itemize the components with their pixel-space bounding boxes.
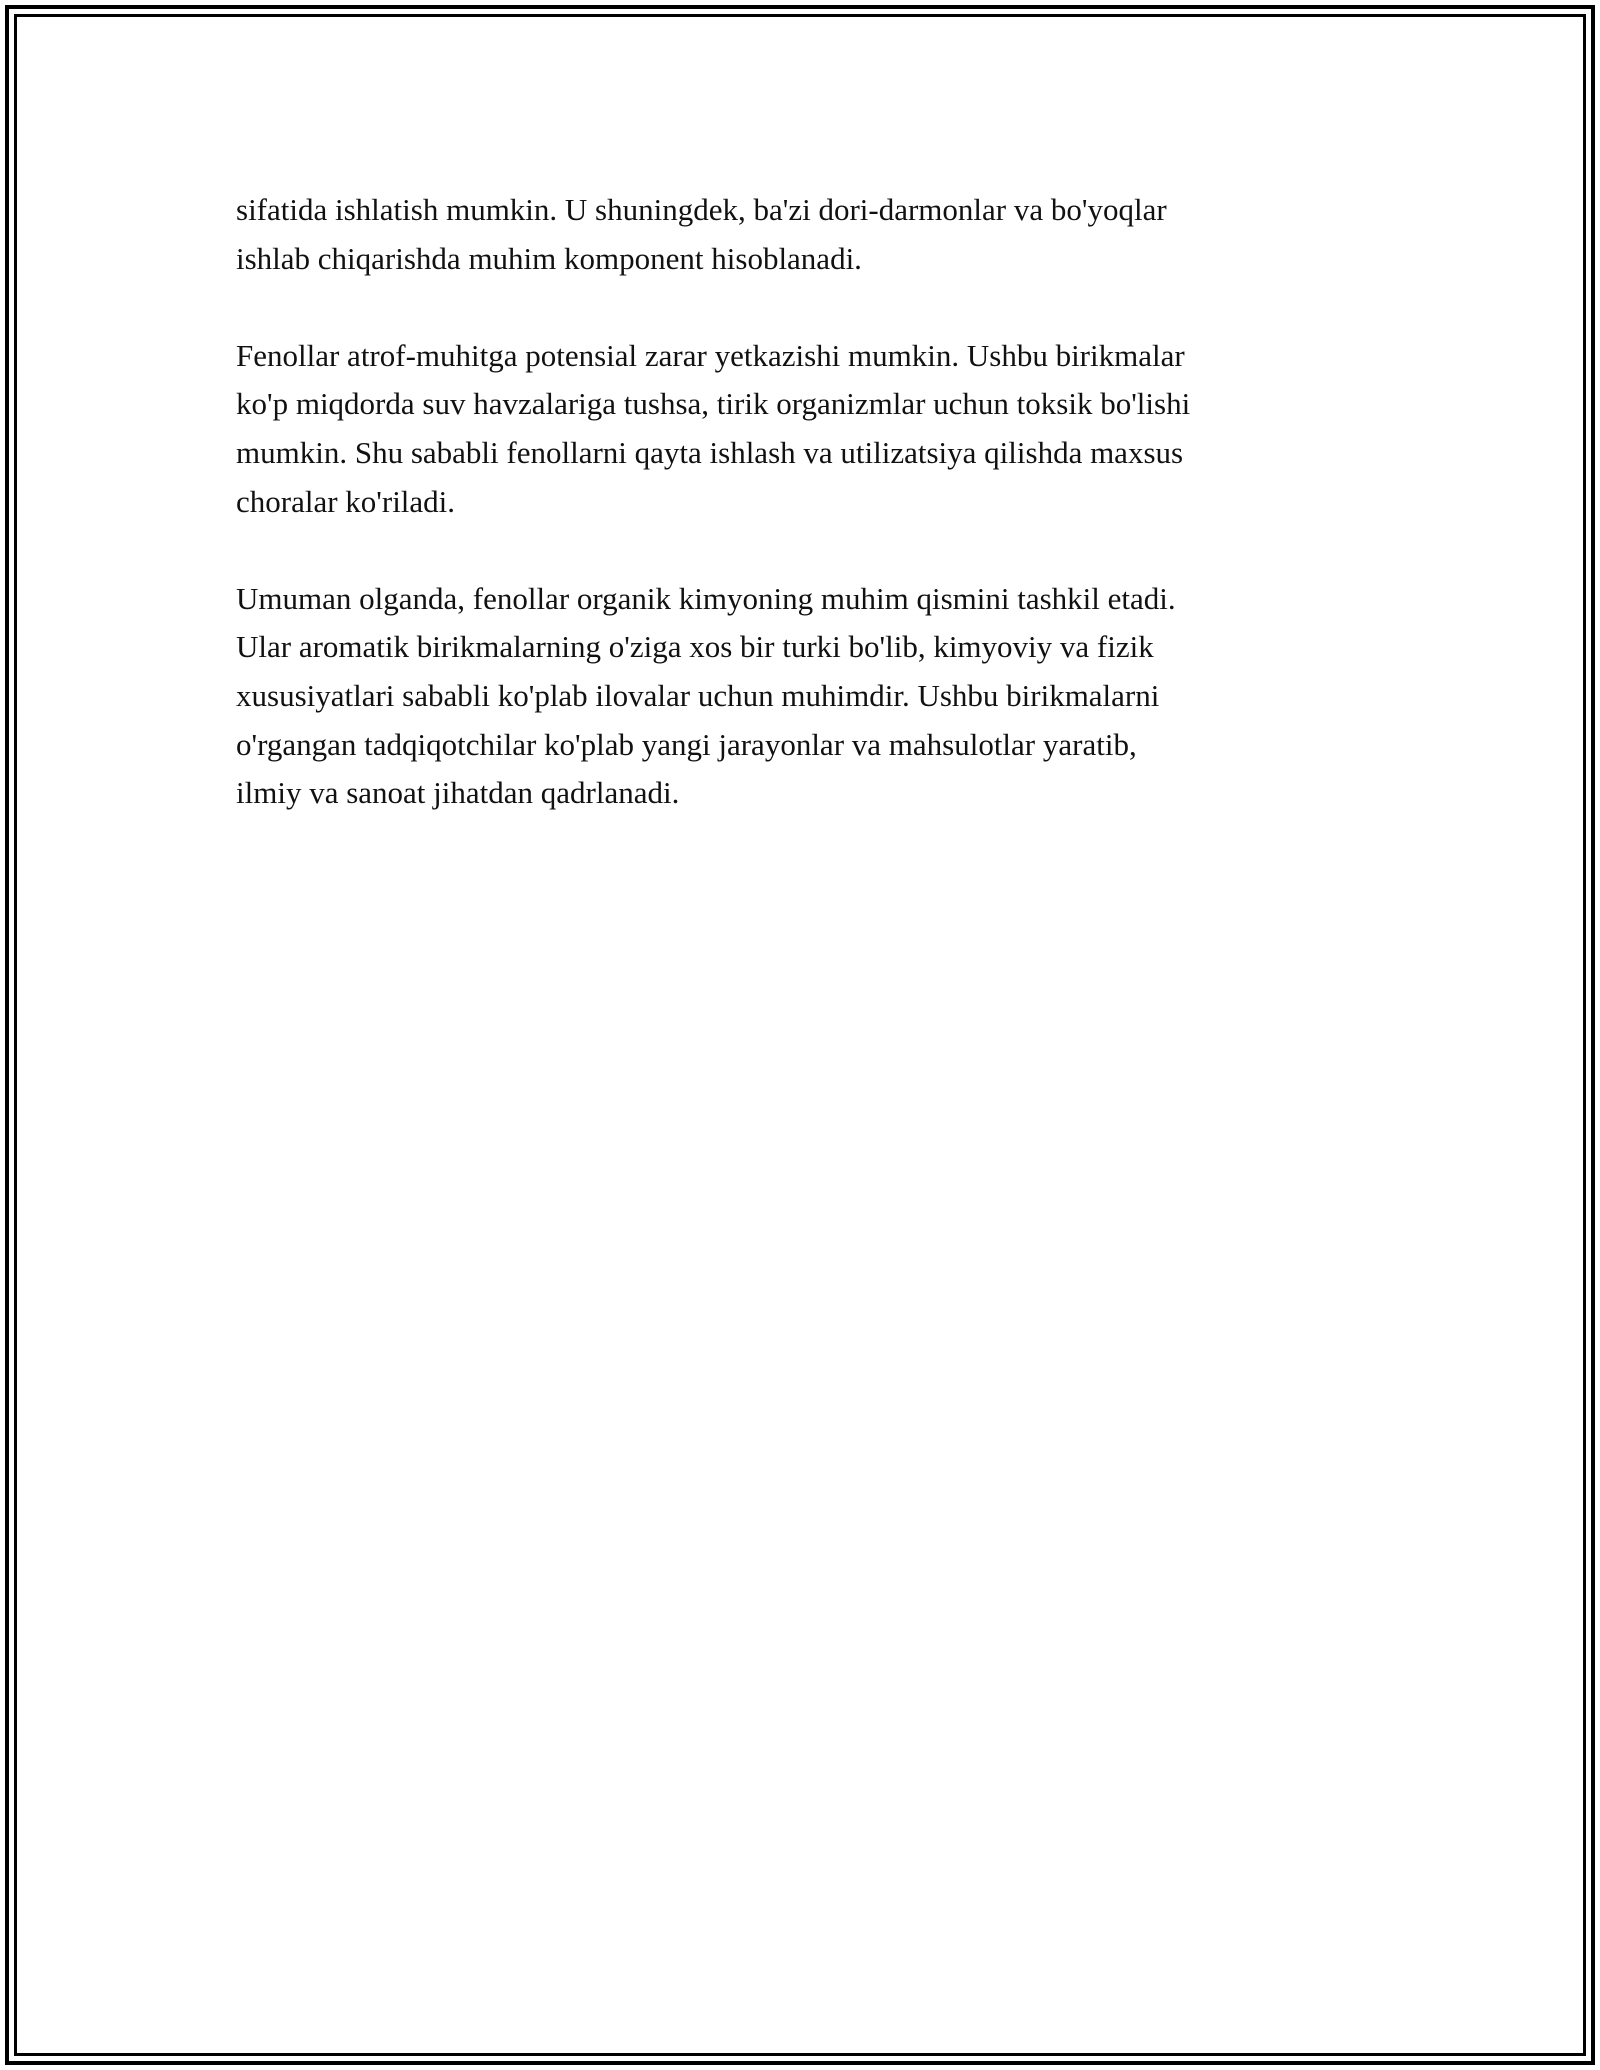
paragraph-1 [236, 186, 1386, 283]
text-line: ishlab chiqarishda muhim komponent hisoblanadi. [236, 240, 862, 276]
text-line: xususiyatlari sababli ko'plab ilovalar uchun muhimdir. Ushbu birikmalarni [236, 677, 1160, 713]
paragraph-3 [236, 575, 1386, 818]
text-line: ilmiy va sanoat jihatdan qadrlanadi. [236, 775, 680, 811]
text-line: Ular aromatik birikmalarning o'ziga xos bir turki bo'lib, kimyoviy va fizik [236, 629, 1154, 665]
text-line: sifatida ishlatish mumkin. U shuningdek, ba'zi dori-darmonlar va bo'yoqlar [236, 192, 1167, 227]
text-line: choralar ko'riladi. [236, 483, 456, 519]
text-line: ko'p miqdorda suv havzalariga tushsa, tirik organizmlar uchun toksik bo'lishi [236, 386, 1191, 422]
document-body [236, 186, 1386, 866]
paragraph-2 [236, 332, 1386, 526]
text-line: o'rgangan tadqiqotchilar ko'plab yangi jarayonlar va mahsulotlar yaratib, [236, 726, 1137, 762]
text-line: Umuman olganda, fenollar organik kimyoning muhim qismini tashkil etadi. [236, 580, 1176, 616]
text-line: Fenollar atrof-muhitga potensial zarar yetkazishi mumkin. Ushbu birikmalar [236, 337, 1185, 373]
text-line: mumkin. Shu sababli fenollarni qayta ishlash va utilizatsiya qilishda maxsus [236, 434, 1184, 470]
